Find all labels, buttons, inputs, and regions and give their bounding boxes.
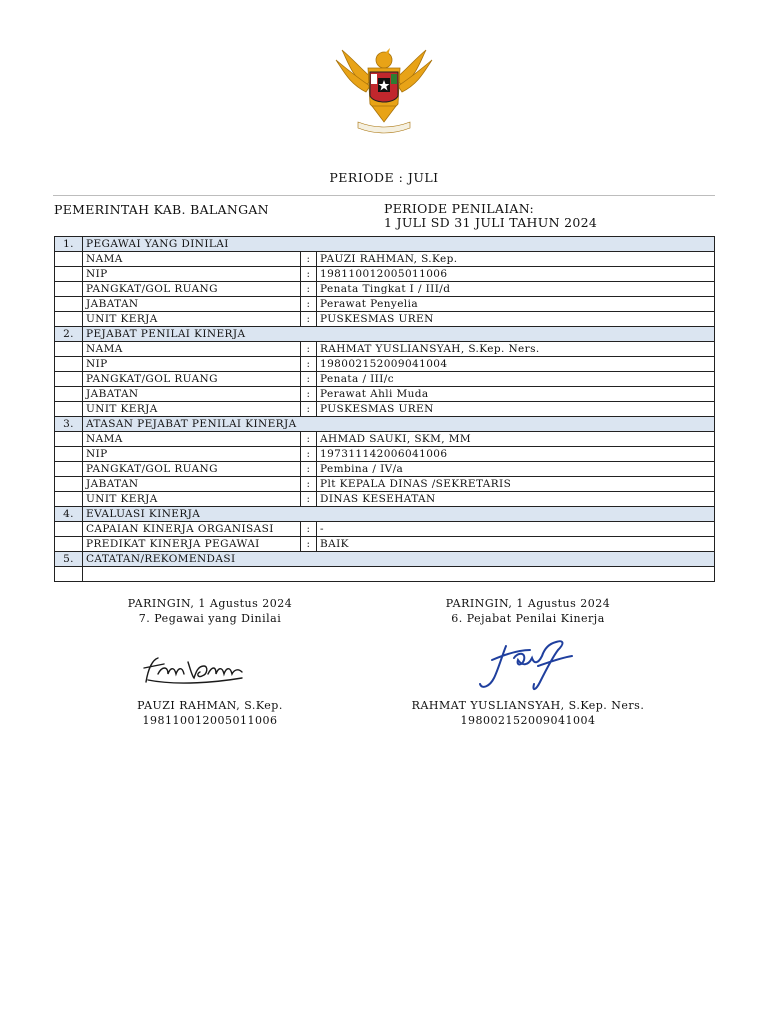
table-row [55, 522, 715, 537]
row-colon: : [301, 522, 317, 537]
handwritten-signature-left [138, 652, 246, 688]
row-value: 198002152009041004 [317, 357, 715, 372]
table-row [55, 372, 715, 387]
table-row [55, 252, 715, 267]
row-colon: : [301, 492, 317, 507]
section-number: 1. [55, 237, 83, 252]
row-label: PANGKAT/GOL RUANG [83, 462, 301, 477]
signer-name: PAUZI RAHMAN, S.Kep. [137, 699, 283, 712]
table-row [55, 267, 715, 282]
section-title: PEGAWAI YANG DINILAI [83, 237, 715, 252]
section-header [55, 417, 715, 432]
signature-left-header [100, 596, 320, 626]
row-label: CAPAIAN KINERJA ORGANISASI [83, 522, 301, 537]
row-value: Perawat Penyelia [317, 297, 715, 312]
row-colon: : [301, 312, 317, 327]
signature-left-footer [100, 698, 320, 728]
row-value: Perawat Ahli Muda [317, 387, 715, 402]
row-value: - [317, 522, 715, 537]
row-colon: : [301, 297, 317, 312]
table-row [55, 567, 715, 582]
table-row [55, 342, 715, 357]
table-row [55, 387, 715, 402]
signer-nip: 198002152009041004 [460, 714, 596, 727]
row-label: NAMA [83, 342, 301, 357]
section-title: PEJABAT PENILAI KINERJA [83, 327, 715, 342]
pemerintah-label: PEMERINTAH KAB. BALANGAN [54, 202, 269, 217]
section-header [55, 327, 715, 342]
section-number: 3. [55, 417, 83, 432]
row-label: NIP [83, 267, 301, 282]
row-label: JABATAN [83, 387, 301, 402]
row-value: PAUZI RAHMAN, S.Kep. [317, 252, 715, 267]
section-header [55, 552, 715, 567]
section-number: 2. [55, 327, 83, 342]
row-value: PUSKESMAS UREN [317, 312, 715, 327]
row-label: NIP [83, 447, 301, 462]
section-header [55, 507, 715, 522]
signature-right-footer [398, 698, 658, 728]
row-colon: : [301, 372, 317, 387]
penilaian-table [54, 236, 715, 582]
row-label: NAMA [83, 432, 301, 447]
row-value: Penata Tingkat I / III/d [317, 282, 715, 297]
table-row [55, 537, 715, 552]
row-value: Pembina / IV/a [317, 462, 715, 477]
section-title: EVALUASI KINERJA [83, 507, 715, 522]
row-value: Plt KEPALA DINAS /SEKRETARIS [317, 477, 715, 492]
row-label: JABATAN [83, 297, 301, 312]
row-value: 197311142006041006 [317, 447, 715, 462]
garuda-pancasila-emblem-icon [332, 42, 436, 134]
signer-nip: 198110012005011006 [142, 714, 278, 727]
row-label: UNIT KERJA [83, 492, 301, 507]
row-value: AHMAD SAUKI, SKM, MM [317, 432, 715, 447]
periode-title: PERIODE : JULI [329, 170, 439, 185]
row-colon: : [301, 387, 317, 402]
catatan-value [83, 567, 715, 582]
table-row [55, 462, 715, 477]
table-row [55, 447, 715, 462]
table-row [55, 282, 715, 297]
handwritten-signature-right [476, 636, 580, 696]
table-row [55, 432, 715, 447]
table-row [55, 297, 715, 312]
section-title: CATATAN/REKOMENDASI [83, 552, 715, 567]
periode-penilaian [384, 202, 597, 230]
section-number: 5. [55, 552, 83, 567]
divider [53, 195, 715, 196]
table-row [55, 492, 715, 507]
row-value: PUSKESMAS UREN [317, 402, 715, 417]
table-row [55, 477, 715, 492]
row-label: NAMA [83, 252, 301, 267]
section-number: 4. [55, 507, 83, 522]
row-value: BAIK [317, 537, 715, 552]
section-header [55, 237, 715, 252]
row-value: RAHMAT YUSLIANSYAH, S.Kep. Ners. [317, 342, 715, 357]
row-label: JABATAN [83, 477, 301, 492]
row-label: UNIT KERJA [83, 402, 301, 417]
signer-role: 7. Pegawai yang Dinilai [138, 612, 282, 625]
row-label: PANGKAT/GOL RUANG [83, 372, 301, 387]
row-label: PREDIKAT KINERJA PEGAWAI [83, 537, 301, 552]
section-title: ATASAN PEJABAT PENILAI KINERJA [83, 417, 715, 432]
signer-name: RAHMAT YUSLIANSYAH, S.Kep. Ners. [411, 699, 645, 712]
row-colon: : [301, 342, 317, 357]
row-label: PANGKAT/GOL RUANG [83, 282, 301, 297]
table-row [55, 402, 715, 417]
row-colon: : [301, 282, 317, 297]
place-date: PARINGIN, 1 Agustus 2024 [127, 597, 293, 610]
periode-penilaian-value: 1 JULI SD 31 JULI TAHUN 2024 [384, 215, 598, 230]
table-row [55, 357, 715, 372]
place-date: PARINGIN, 1 Agustus 2024 [445, 597, 611, 610]
row-colon: : [301, 252, 317, 267]
row-value: 198110012005011006 [317, 267, 715, 282]
row-colon: : [301, 537, 317, 552]
row-colon: : [301, 402, 317, 417]
signer-role: 6. Pejabat Penilai Kinerja [451, 612, 605, 625]
row-label: NIP [83, 357, 301, 372]
row-colon: : [301, 357, 317, 372]
row-label: UNIT KERJA [83, 312, 301, 327]
periode-penilaian-label: PERIODE PENILAIAN: [384, 201, 535, 216]
signature-right-header [398, 596, 658, 626]
row-colon: : [301, 447, 317, 462]
row-value: DINAS KESEHATAN [317, 492, 715, 507]
row-value: Penata / III/c [317, 372, 715, 387]
table-row [55, 312, 715, 327]
row-colon: : [301, 432, 317, 447]
row-colon: : [301, 462, 317, 477]
row-colon: : [301, 477, 317, 492]
row-colon: : [301, 267, 317, 282]
